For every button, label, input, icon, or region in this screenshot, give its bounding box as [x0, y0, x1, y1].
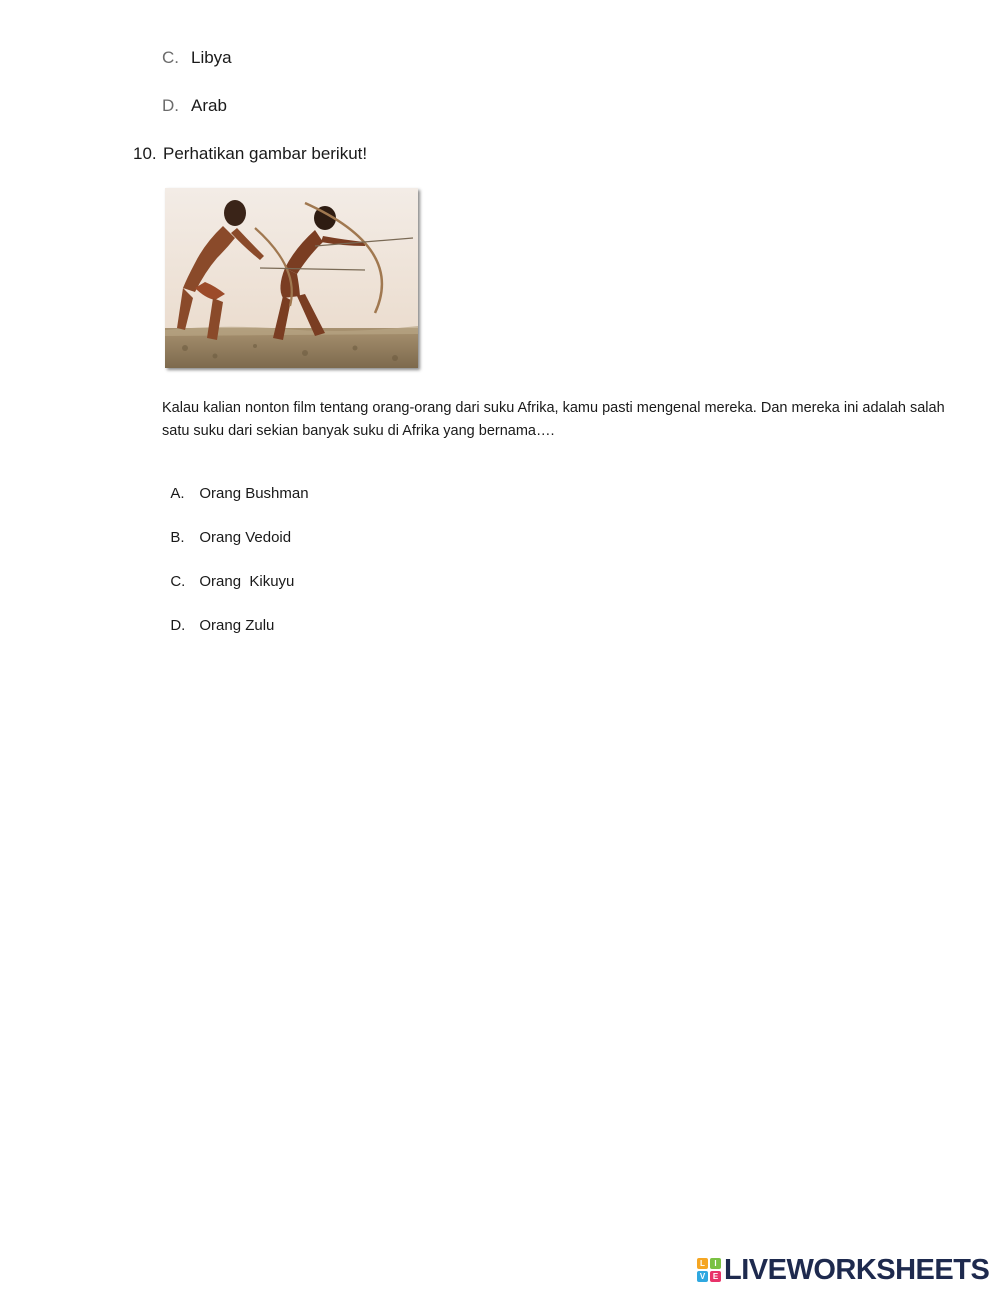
option-a[interactable]: [162, 464, 309, 504]
option-letter: D.: [162, 96, 179, 115]
option-text: Orang Zulu: [199, 617, 275, 634]
question-paragraph: Kalau kalian nonton film tentang orang-orang dari suku Afrika, kamu pasti mengenal mereka. Dan mereka ini adalah salah satu suku dari sekian banyak suku di Afrika yang bernama….: [162, 400, 945, 439]
logo-letter-i: I: [710, 1258, 721, 1269]
liveworksheets-logo[interactable]: [697, 1255, 989, 1285]
logo-letter-v: V: [697, 1271, 708, 1282]
logo-letter-l: L: [697, 1258, 708, 1269]
logo-letter-e: E: [710, 1271, 721, 1282]
option-b[interactable]: [162, 508, 291, 548]
option-d[interactable]: [162, 596, 274, 636]
option-text: Orang Vedoid: [199, 529, 292, 546]
option-letter: C.: [170, 573, 186, 590]
option-c[interactable]: [162, 552, 294, 592]
option-text: Orang Bushman: [199, 485, 309, 502]
question-header: [133, 143, 367, 165]
option-letter: A.: [170, 485, 185, 502]
logo-grid-icon: [697, 1258, 721, 1282]
photo-illustration-icon: [165, 188, 418, 368]
logo-text: LIVEWORKSHEETS: [724, 1254, 990, 1286]
option-letter: D.: [170, 617, 186, 634]
question-prompt: Perhatikan gambar berikut!: [163, 144, 368, 163]
option-text: Libya: [191, 48, 232, 67]
option-letter: B.: [170, 529, 185, 546]
option-letter: C.: [162, 48, 179, 67]
bow-hunters-photo: [165, 188, 418, 368]
option-d-previous[interactable]: [162, 96, 227, 116]
question-number: 10.: [133, 144, 157, 163]
option-c-previous[interactable]: [162, 48, 232, 68]
option-text: Arab: [191, 96, 227, 115]
option-text: Orang Kikuyu: [199, 573, 295, 590]
